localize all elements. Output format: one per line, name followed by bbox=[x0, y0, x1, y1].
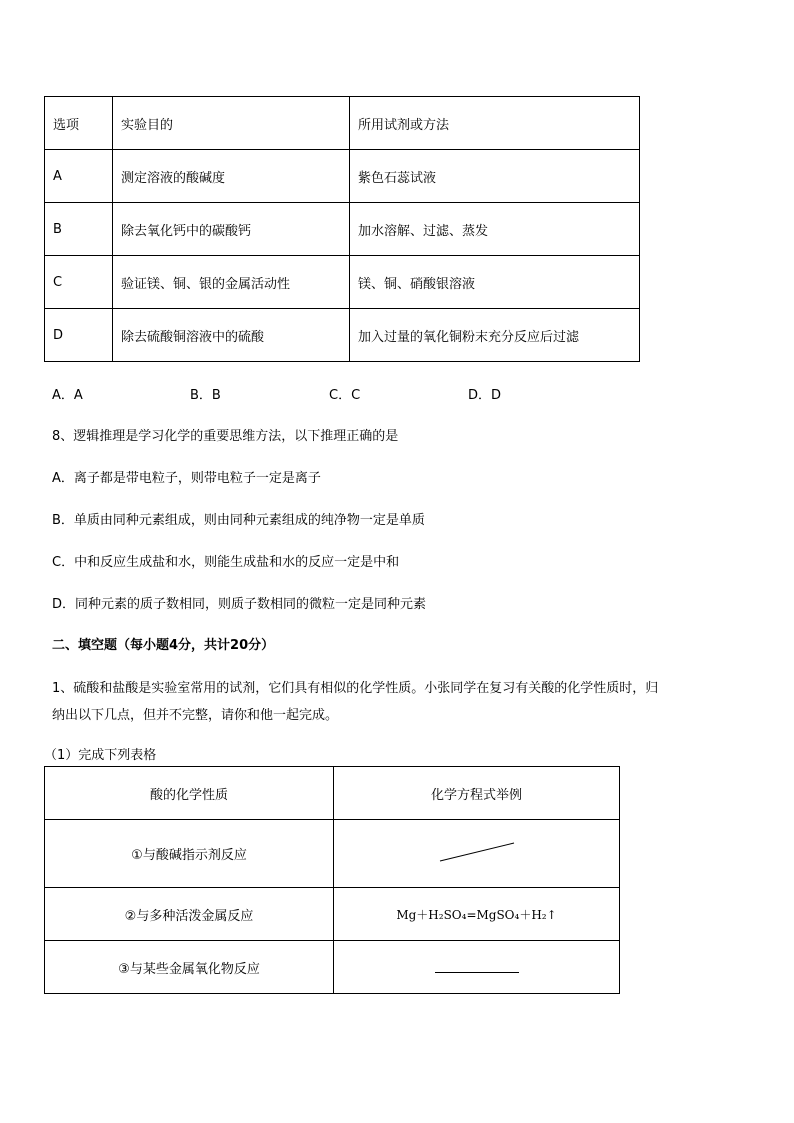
header-property: 酸的化学性质 bbox=[45, 767, 334, 820]
table-row bbox=[45, 941, 620, 994]
row-option: D bbox=[45, 309, 113, 362]
table-row bbox=[45, 150, 640, 203]
table-row bbox=[45, 256, 640, 309]
table-row bbox=[45, 203, 640, 256]
equation-cell: Mg＋H₂SO₄=MgSO₄＋H₂↑ bbox=[334, 888, 620, 941]
q1-stem-line2: 纳出以下几点，但并不完整，请你和他一起完成。 bbox=[52, 708, 339, 723]
property-cell: ③与某些金属氧化物反应 bbox=[45, 941, 334, 994]
q7-option-c[interactable]: C．C bbox=[329, 388, 361, 403]
q1-subquestion: （1）完成下列表格 bbox=[44, 748, 157, 763]
q7-option-b[interactable]: B．B bbox=[190, 388, 221, 403]
row-purpose: 除去硫酸铜溶液中的硫酸 bbox=[113, 309, 350, 362]
acid-properties-table bbox=[44, 766, 620, 994]
property-cell: ②与多种活泼金属反应 bbox=[45, 888, 334, 941]
q7-option-a[interactable]: A．A bbox=[52, 388, 83, 403]
answer-cell[interactable] bbox=[334, 941, 620, 994]
row-option: B bbox=[45, 203, 113, 256]
q8-option-b[interactable]: B．单质由同种元素组成，则由同种元素组成的纯净物一定是单质 bbox=[52, 513, 425, 528]
row-method: 紫色石蕊试液 bbox=[350, 150, 640, 203]
answer-blank[interactable] bbox=[435, 958, 519, 973]
q8-option-c[interactable]: C．中和反应生成盐和水，则能生成盐和水的反应一定是中和 bbox=[52, 555, 400, 570]
section-heading: 二、填空题（每小题4分，共计20分） bbox=[52, 638, 275, 653]
q7-options bbox=[52, 384, 532, 403]
diagonal-line-icon bbox=[439, 841, 515, 863]
row-method: 镁、铜、硝酸银溶液 bbox=[350, 256, 640, 309]
q1-stem-line1: 1、硫酸和盐酸是实验室常用的试剂，它们具有相似的化学性质。小张同学在复习有关酸的化学性质时，归 bbox=[52, 681, 659, 696]
header-option: 选项 bbox=[45, 97, 113, 150]
q8-option-a[interactable]: A．离子都是带电粒子，则带电粒子一定是离子 bbox=[52, 471, 321, 486]
row-method: 加入过量的氧化铜粉末充分反应后过滤 bbox=[350, 309, 640, 362]
header-example: 化学方程式举例 bbox=[334, 767, 620, 820]
row-method: 加水溶解、过滤、蒸发 bbox=[350, 203, 640, 256]
table-row bbox=[45, 888, 620, 941]
row-option: A bbox=[45, 150, 113, 203]
q8-option-d[interactable]: D．同种元素的质子数相同，则质子数相同的微粒一定是同种元素 bbox=[52, 597, 427, 612]
table-header-row bbox=[45, 767, 620, 820]
property-cell: ①与酸碱指示剂反应 bbox=[45, 820, 334, 888]
row-option: C bbox=[45, 256, 113, 309]
table-row bbox=[45, 309, 640, 362]
table-header-row bbox=[45, 97, 640, 150]
row-purpose: 除去氧化钙中的碳酸钙 bbox=[113, 203, 350, 256]
reagent-table bbox=[44, 96, 640, 362]
q7-option-d[interactable]: D．D bbox=[468, 388, 502, 403]
table-row bbox=[45, 820, 620, 888]
answer-cell[interactable] bbox=[334, 820, 620, 888]
row-purpose: 测定溶液的酸碱度 bbox=[113, 150, 350, 203]
header-purpose: 实验目的 bbox=[113, 97, 350, 150]
row-purpose: 验证镁、铜、银的金属活动性 bbox=[113, 256, 350, 309]
q8-stem: 8、逻辑推理是学习化学的重要思维方法，以下推理正确的是 bbox=[52, 429, 399, 444]
header-method: 所用试剂或方法 bbox=[350, 97, 640, 150]
